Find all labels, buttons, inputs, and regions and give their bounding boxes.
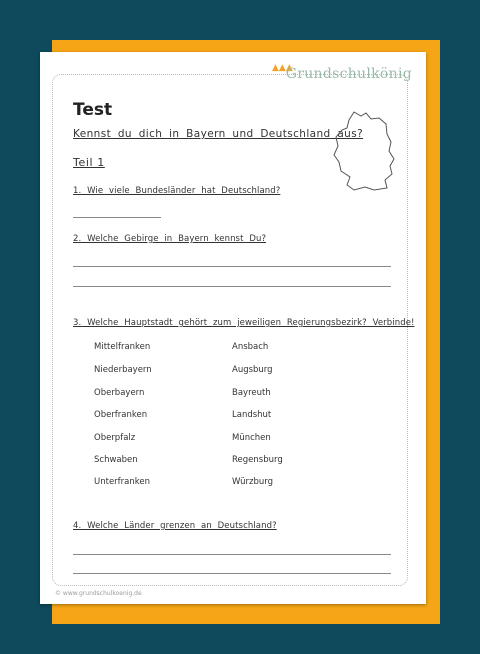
- worksheet-page: [40, 52, 426, 604]
- germany-map-icon: [330, 110, 400, 192]
- capital-item[interactable]: München: [232, 433, 271, 443]
- region-item[interactable]: Oberbayern: [94, 388, 145, 398]
- question-1: 1. Wie viele Bundesländer hat Deutschland?: [73, 186, 281, 196]
- crown-icon: ▲▲▲: [272, 63, 293, 73]
- worksheet-subtitle: Kennst du dich in Bayern und Deutschland aus?: [73, 128, 364, 140]
- answer-line-1[interactable]: [73, 217, 161, 218]
- region-item[interactable]: Oberpfalz: [94, 433, 136, 443]
- region-item[interactable]: Schwaben: [94, 455, 138, 465]
- region-item[interactable]: Unterfranken: [94, 477, 150, 487]
- capital-item[interactable]: Landshut: [232, 410, 272, 420]
- capital-item[interactable]: Augsburg: [232, 365, 273, 375]
- capital-item[interactable]: Regensburg: [232, 455, 283, 465]
- region-item[interactable]: Niederbayern: [94, 365, 152, 375]
- answer-line-4a[interactable]: [73, 554, 391, 555]
- capital-item[interactable]: Würzburg: [232, 477, 273, 487]
- region-item[interactable]: Oberfranken: [94, 410, 148, 420]
- answer-line-4b[interactable]: [73, 573, 391, 574]
- capital-item[interactable]: Bayreuth: [232, 388, 271, 398]
- part-label: Teil 1: [73, 156, 105, 169]
- question-4: 4. Welche Länder grenzen an Deutschland?: [73, 521, 277, 531]
- brand-logo: Grundschulkönig: [285, 66, 412, 82]
- answer-line-2a[interactable]: [73, 266, 391, 267]
- copyright-footer: © www.grundschulkoenig.de: [55, 590, 142, 597]
- answer-line-2b[interactable]: [73, 286, 391, 287]
- question-2: 2. Welche Gebirge in Bayern kennst Du?: [73, 234, 267, 244]
- worksheet-title: Test: [73, 100, 113, 120]
- question-3: 3. Welche Hauptstadt gehört zum jeweiligen Regierungsbezirk? Verbinde!: [73, 318, 415, 328]
- region-item[interactable]: Mittelfranken: [94, 342, 151, 352]
- capital-item[interactable]: Ansbach: [232, 342, 269, 352]
